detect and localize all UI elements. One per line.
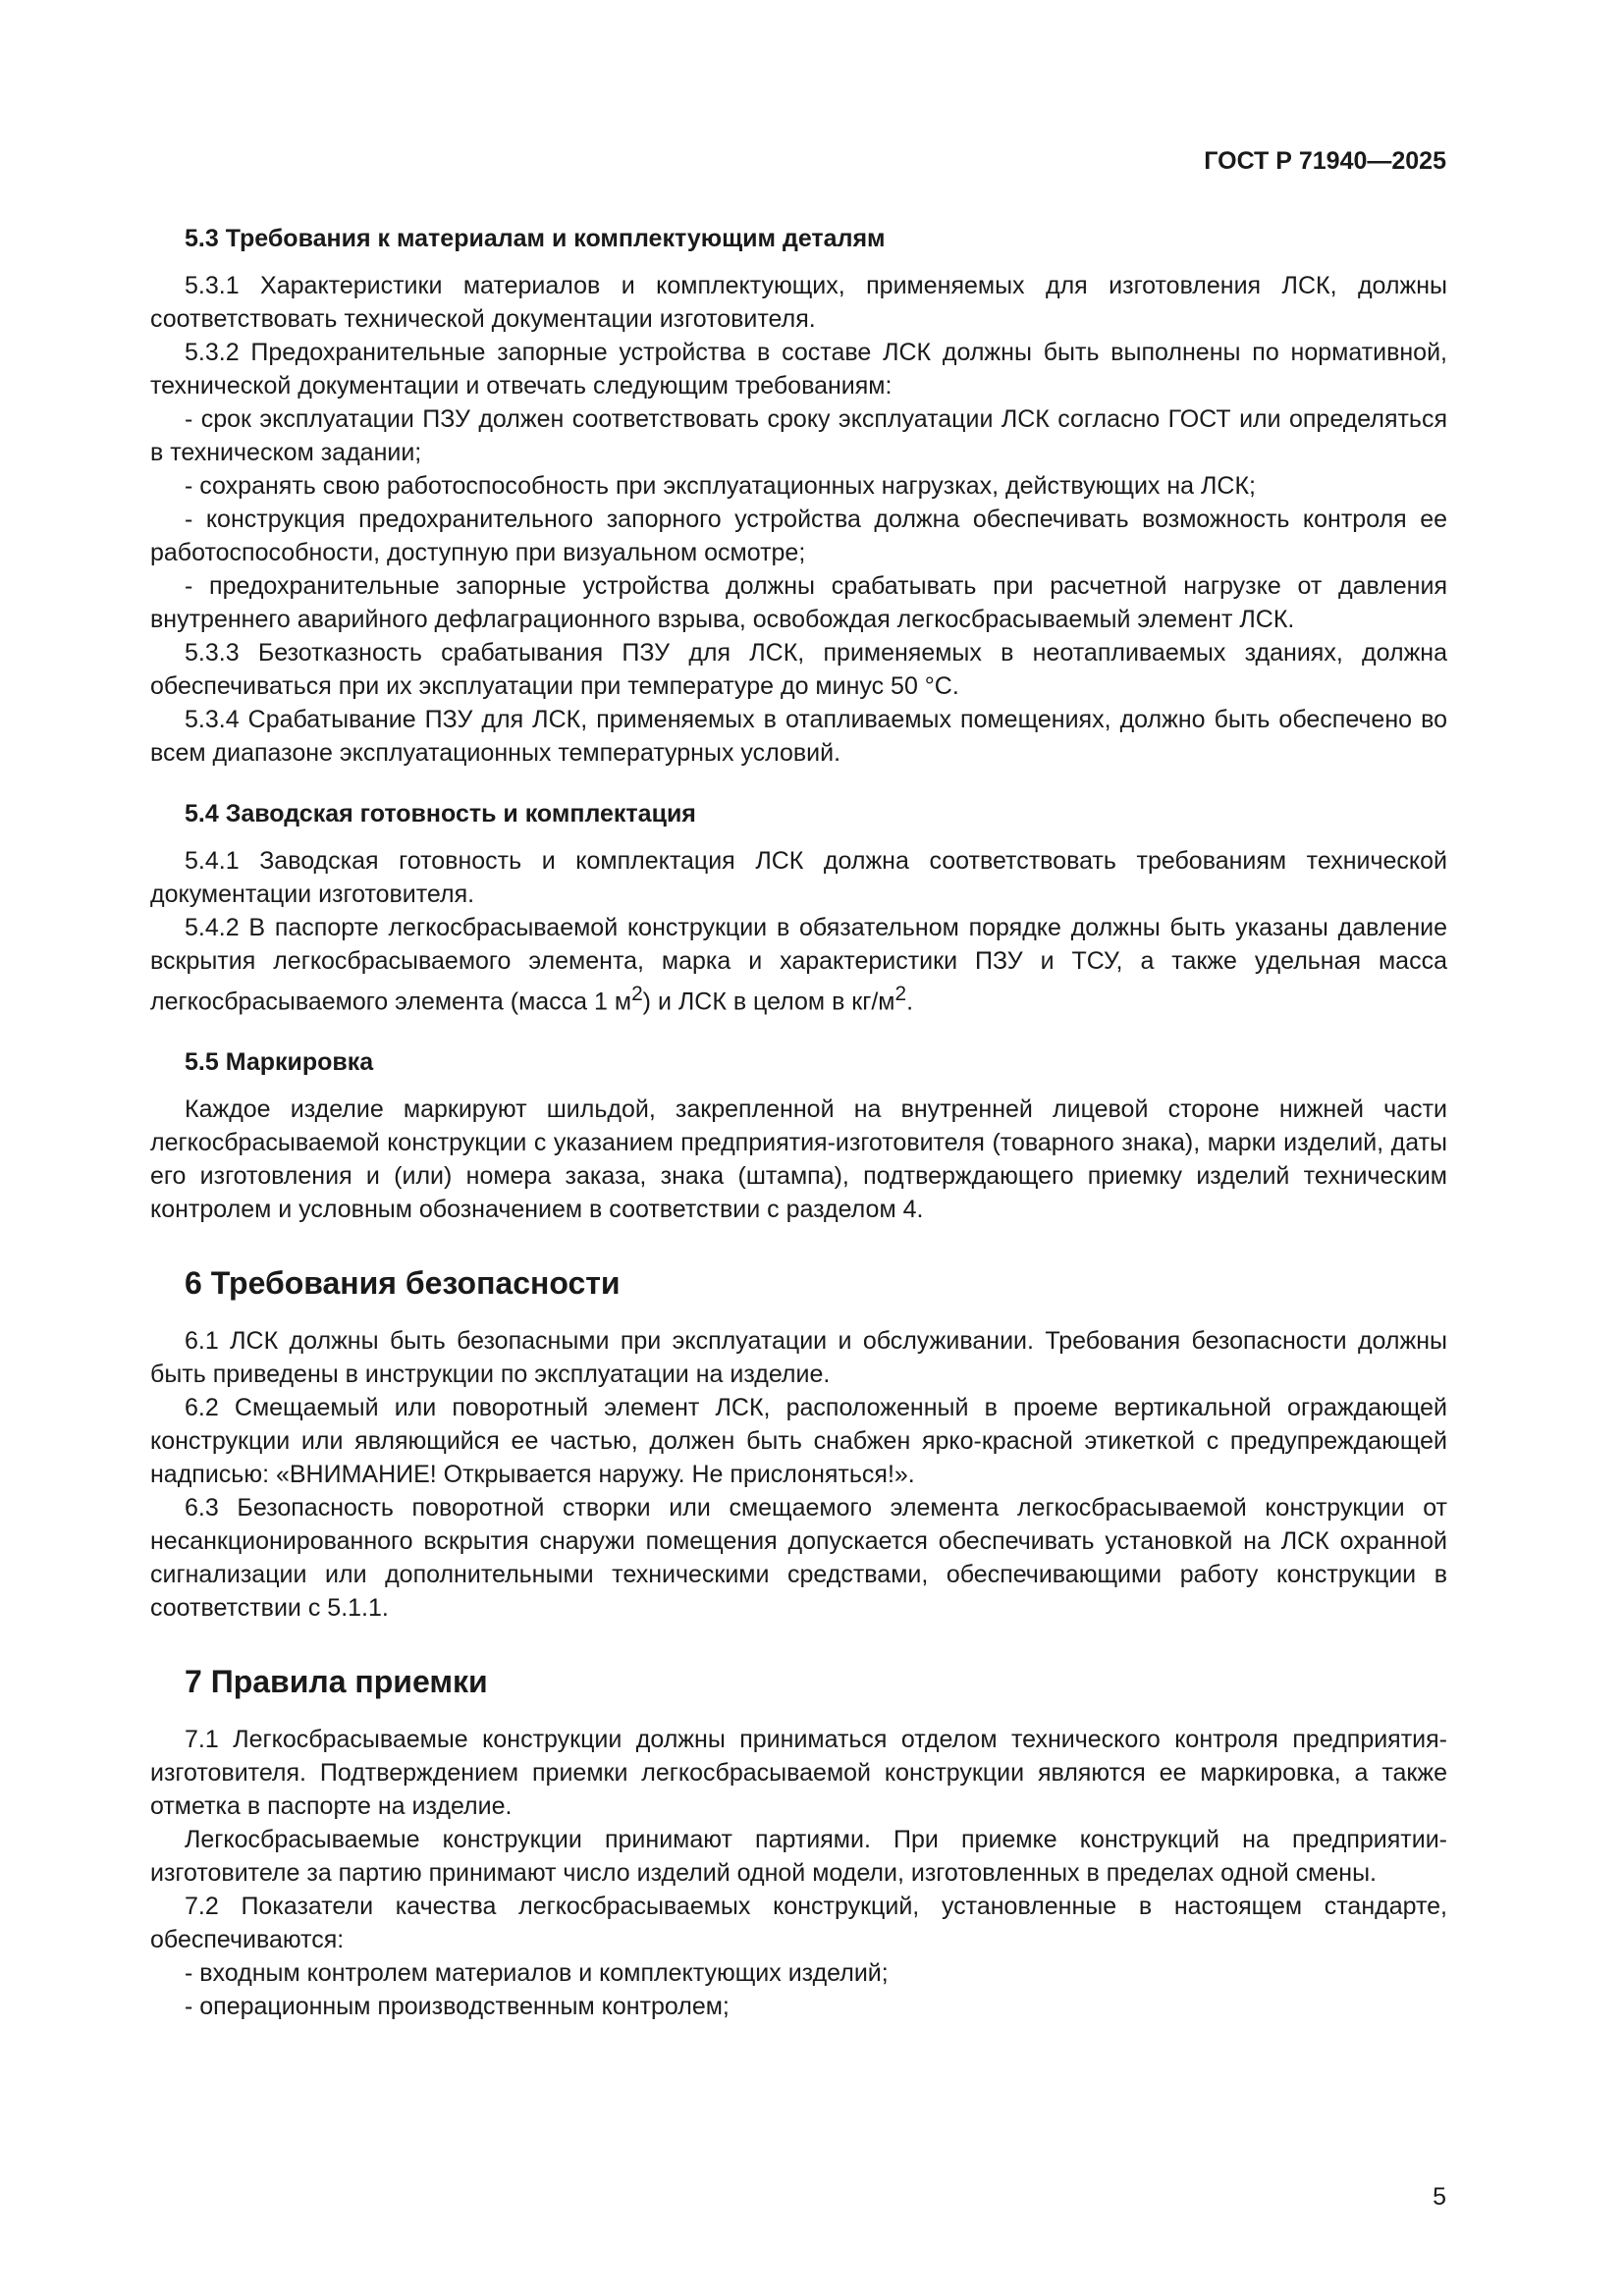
list-item: - сохранять свою работоспособность при эксплуатационных нагрузках, действующих на ЛСК; — [185, 472, 1256, 500]
list-item: - конструкция предохранительного запорного устройства должна обеспечивать возможность контроля ее работоспособности, доступную при визуальном осмотре; — [150, 506, 1447, 566]
section-6 — [150, 1263, 1447, 1625]
list-item: - срок эксплуатации ПЗУ должен соответствовать сроку эксплуатации ЛСК согласно ГОСТ или определяться в техническом задании; — [150, 405, 1447, 466]
paragraph: 5.3.2 Предохранительные запорные устройства в составе ЛСК должны быть выполнены по нормативной, технической документации и отвечать следующим требованиям: — [150, 339, 1447, 400]
section-7 — [150, 1662, 1447, 2023]
section-heading: 5.4 Заводская готовность и комплектация — [185, 800, 696, 828]
chapter-heading: 7 Правила приемки — [185, 1664, 488, 1700]
paragraph: 7.2 Показатели качества легкосбрасываемых конструкций, установленные в настоящем стандарте, обеспечиваются: — [150, 1893, 1447, 1954]
superscript: 2 — [631, 983, 643, 1005]
section-heading: 5.3 Требования к материалам и комплектующим деталям — [185, 225, 886, 252]
list-item: - входным контролем материалов и комплектующих изделий; — [185, 1959, 889, 1988]
paragraph-text: ) и ЛСК в целом в кг/м — [642, 988, 895, 1016]
list-item: - предохранительные запорные устройства должны срабатывать при расчетной нагрузке от давления внутреннего аварийного дефлаграционного взрыва, освобождая легкосбрасываемый элемент ЛСК. — [150, 572, 1447, 633]
paragraph-text: . — [906, 988, 914, 1016]
paragraph — [150, 911, 1447, 1018]
paragraph: Легкосбрасываемые конструкции принимают партиями. При приемке конструкций на предприятии-изготовителе за партию принимают число изделий одной модели, изготовленных в пределах одной смены. — [150, 1826, 1447, 1888]
paragraph: Каждое изделие маркируют шильдой, закрепленной на внутренней лицевой стороне нижней части легкосбрасываемой конструкции с указанием предприятия-изготовителя (товарного знака), марки изделий, даты его изготовления и (или) номера заказа, знака (штампа), подтверждающего приемку изделий техническим контролем и условным обозначением в соответствии с разделом 4. — [150, 1095, 1447, 1224]
list-item: - операционным производственным контролем; — [185, 1993, 730, 2021]
section-5-3 — [150, 222, 1447, 770]
page-number: 5 — [1433, 2183, 1446, 2211]
document-body — [150, 222, 1447, 2051]
paragraph: 6.2 Смещаемый или поворотный элемент ЛСК, расположенный в проеме вертикальной ограждающей конструкции или являющийся ее частью, должен быть снабжен ярко-красной этикеткой с предупреждающей надписью: «ВНИМАНИЕ! Открывается наружу. Не прислоняться!». — [150, 1394, 1447, 1489]
superscript: 2 — [894, 983, 907, 1005]
paragraph: 5.3.4 Срабатывание ПЗУ для ЛСК, применяемых в отапливаемых помещениях, должно быть обеспечено во всем диапазоне эксплуатационных температурных условий. — [150, 706, 1447, 767]
paragraph: 5.3.1 Характеристики материалов и комплектующих, применяемых для изготовления ЛСК, должны соответствовать технической документации изготовителя. — [150, 272, 1447, 333]
paragraph-text: 5.4.2 В паспорте легкосбрасываемой конструкции в обязательном порядке должны быть указаны давление вскрытия легкосбрасываемого элемента, марка и характеристики ПЗУ и ТСУ, а также удельная масса легкосбрасываемого элемента (масса 1 м — [150, 914, 1447, 1016]
section-5-5 — [150, 1045, 1447, 1226]
paragraph: 6.1 ЛСК должны быть безопасными при эксплуатации и обслуживании. Требования безопасности должны быть приведены в инструкции по эксплуатации на изделие. — [150, 1327, 1447, 1389]
paragraph: 5.4.1 Заводская готовность и комплектация ЛСК должна соответствовать требованиям технической документации изготовителя. — [150, 847, 1447, 908]
chapter-heading: 6 Требования безопасности — [185, 1265, 621, 1302]
section-5-4 — [150, 797, 1447, 1018]
document-header: ГОСТ Р 71940—2025 — [1204, 147, 1446, 175]
paragraph: 6.3 Безопасность поворотной створки или смещаемого элемента легкосбрасываемой конструкции от несанкционированного вскрытия снаружи помещения допускается обеспечивать установкой на ЛСК охранной сигнализации или дополнительными техническими средствами, обеспечивающими работу конструкции в соответствии с 5.1.1. — [150, 1494, 1447, 1623]
section-heading: 5.5 Маркировка — [185, 1048, 374, 1077]
paragraph: 5.3.3 Безотказность срабатывания ПЗУ для ЛСК, применяемых в неотапливаемых зданиях, должна обеспечиваться при их эксплуатации при температуре до минус 50 °С. — [150, 639, 1447, 700]
paragraph: 7.1 Легкосбрасываемые конструкции должны приниматься отделом технического контроля предприятия-изготовителя. Подтверждением приемки легкосбрасываемой конструкции являются ее маркировка, а также отметка в паспорте на изделие. — [150, 1726, 1447, 1821]
